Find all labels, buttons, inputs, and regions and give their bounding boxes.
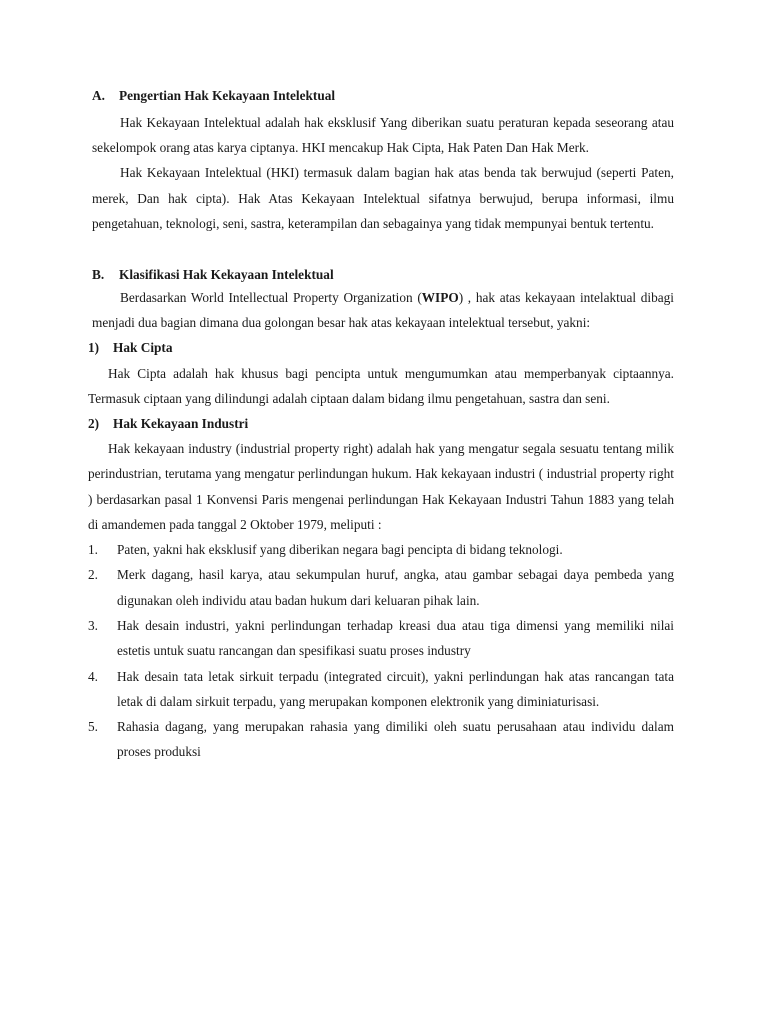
subsection-number: 1) [88,340,100,356]
list-item-number: 3. [88,618,98,634]
section-b-title: Klasifikasi Hak Kekayaan Intelektual [119,267,334,283]
section-a-paragraph: Hak Kekayaan Intelektual adalah hak eksklusif Yang diberikan suatu peraturan kepada seseorang atau sekelompok orang atas karya ciptanya. HKI mencakup Hak Cipta, Hak Paten Dan Hak Merk. [92,115,674,156]
list-item-number: 1. [88,542,98,558]
section-a-heading [92,86,674,106]
section-a-paragraph: Hak Kekayaan Intelektual (HKI) termasuk dalam bagian hak atas benda tak berwujud (seperti Paten, merek, Dan hak cipta). Hak Atas Kekayaan Intelektual sifatnya berwujud, berupa informasi, ilmu pengetahuan, teknologi, seni, sastra, keterampilan dan sebagainya yang tidak mempunyai bentuk tertentu. [92,165,674,231]
list-item [88,714,674,764]
hak-cipta-paragraph: Hak Cipta adalah hak khusus bagi pencipta untuk mengumumkan atau memperbanyak ciptaannya. Termasuk ciptaan yang dilindungi adalah ciptaan dalam bidang ilmu pengetahuan, sastra dan seni. [88,365,674,406]
list-item-text: Hak desain tata letak sirkuit terpadu (integrated circuit), yakni perlindungan hak atas rancangan tata letak di dalam sirkuit terpadu, yang merupakan komponen elektronik yang diminiaturisasi. [117,668,674,709]
section-b-heading [92,265,674,285]
list-item-text: Rahasia dagang, yang merupakan rahasia yang dimiliki oleh suatu perusahaan atau individu dalam proses produksi [117,719,674,760]
list-item-number: 2. [88,567,98,583]
subsection-title: Hak Kekayaan Industri [113,416,249,432]
list-item-text: Merk dagang, hasil karya, atau sekumpulan huruf, angka, atau gambar sebagai daya pembeda yang digunakan oleh individu atau badan hukum dari keluaran pihak lain. [117,567,674,608]
list-item-number: 4. [88,668,98,684]
list-item [88,537,674,562]
list-item-text: Hak desain industri, yakni perlindungan terhadap kreasi dua atau tiga dimensi yang memiliki nilai estetis untuk suatu rancangan dan spesifikasi suatu proses industry [117,618,674,659]
list-item [88,562,674,612]
subsection-title: Hak Cipta [113,340,173,356]
industrial-rights-list [88,537,674,765]
list-item [88,664,674,714]
wipo-abbreviation: WIPO [421,290,459,306]
subsection-number: 2) [88,416,100,432]
subsection-hak-cipta-heading [88,335,674,360]
section-b-intro [92,285,674,335]
section-b-marker: B. [92,267,105,283]
list-item-text: Paten, yakni hak eksklusif yang diberikan negara bagi pencipta di bidang teknologi. [117,542,563,558]
section-a-title: Pengertian Hak Kekayaan Intelektual [119,88,336,103]
list-item [88,613,674,663]
intro-text: Berdasarkan World Intellectual Property Organization ( [120,290,422,306]
section-a-marker: A. [92,88,105,103]
document-page [88,86,674,765]
hak-kekayaan-industri-paragraph: Hak kekayaan industry (industrial property right) adalah hak yang mengatur segala sesuatu tentang milik perindustrian, terutama yang mengatur perlindungan hukum. Hak kekayaan industri ( industrial property right ) berdasarkan pasal 1 Konvensi Paris mengenai perlindungan Hak Kekayaan Industri Tahun 1883 yang telah di amandemen pada tanggal 2 Oktober 1979, meliputi : [88,441,674,532]
intro-text: ) , hak atas kekayaan intelaktual dibagi menjadi dua bagian dimana dua golongan besar hak atas kekayaan intelektual tersebut, yakni: [92,290,674,331]
list-item-number: 5. [88,719,98,735]
subsection-hak-kekayaan-industri-heading [88,411,674,436]
